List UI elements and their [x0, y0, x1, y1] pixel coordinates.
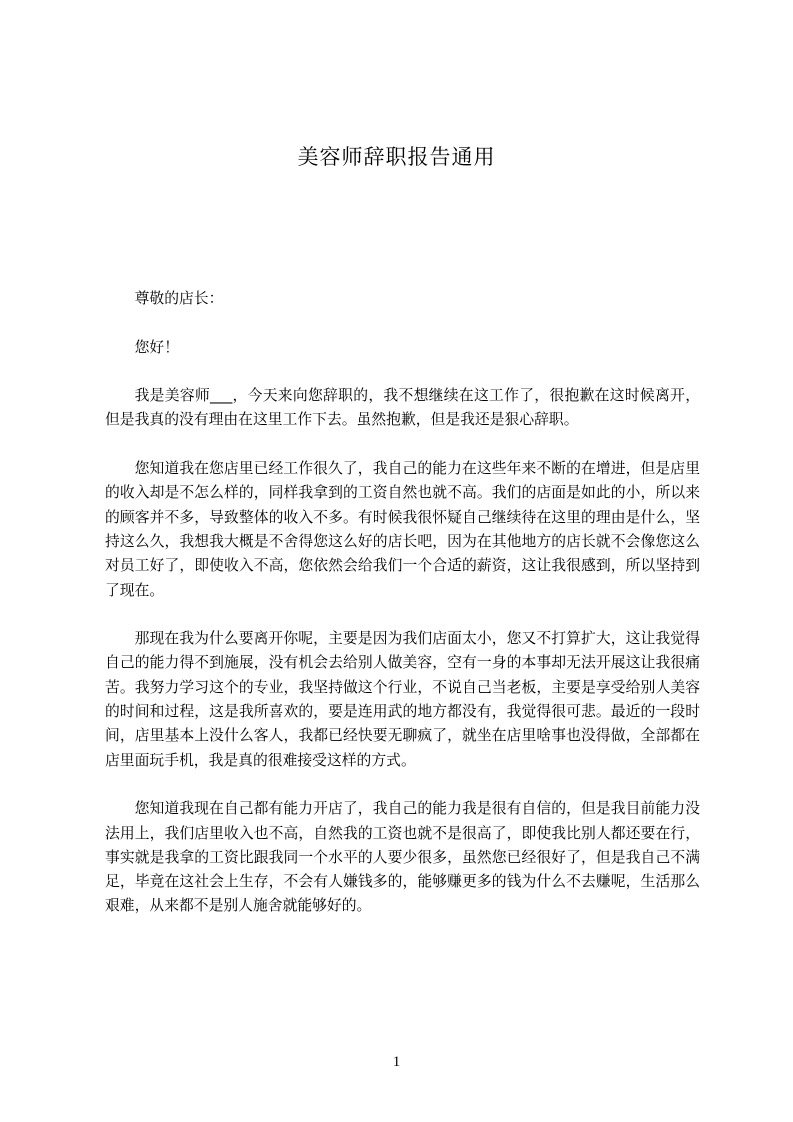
greeting: 您好！ [134, 338, 179, 356]
document-body [105, 287, 700, 943]
paragraph-3: 那现在我为什么要离开你呢，主要是因为我们店面太小，您又不打算扩大，这让我觉得自己的能力得不到施展，没有机会去给别人做美容，空有一身的本事却无法开展这让我很痛苦。我努力学习这个的专业，我坚持做这个行业，不说自己当老板，主要是享受给别人美容的时间和过程，这是我所喜欢的，要是连用武的地方都没有，我觉得很可悲。最近的一段时间，店里基本上没什么客人，我都已经快要无聊疯了，就坐在店里啥事也没得做，全部都在店里面玩手机，我是真的很难接受这样的方式。 [105, 630, 700, 769]
salutation: 尊敬的店长： [134, 290, 224, 307]
paragraph-4: 您知道我现在自己都有能力开店了，我自己的能力我是很有自信的，但是我目前能力没法用上，我们店里收入也不高，自然我的工资也就不是很高了，即使我比别人都还要在行，事实就是我拿的工资比跟我同一个水平的人要少很多，虽然您已经很好了，但是我自己不满足，毕竟在这社会上生存，不会有人嫌钱多的，能够赚更多的钱为什么不去赚呢，生活那么艰难，从来都不是别人施舍就能够好的。 [105, 800, 700, 915]
document-title: 美容师辞职报告通用 [297, 145, 496, 169]
paragraph-1: 我是美容师___，今天来向您辞职的，我不想继续在这工作了，很抱歉在这时候离开，但是我真的没有理由在这里工作下去。虽然抱歉，但是我还是狠心辞职。 [105, 387, 700, 429]
page-number: 1 [392, 1054, 401, 1070]
paragraph-2: 您知道我在您店里已经工作很久了，我自己的能力在这些年来不断的在增进，但是店里的收入却是不怎么样的，同样我拿到的工资自然也就不高。我们的店面是如此的小，所以来的顾客并不多，导致整体的收入不多。有时候我很怀疑自己继续待在这里的理由是什么，坚持这么久，我想我大概是不舍得您这么好的店长吧，因为在其他地方的店长就不会像您这么对员工好了，即使收入不高，您依然会给我们一个合适的薪资，这让我很感到，所以坚持到了现在。 [105, 460, 700, 599]
